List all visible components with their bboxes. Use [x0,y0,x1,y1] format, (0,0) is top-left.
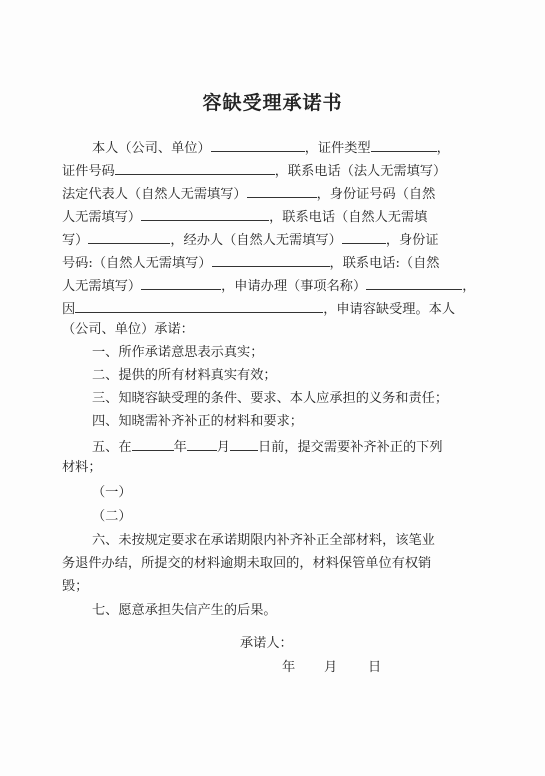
paragraph-line-3 [62,181,492,206]
text: ，证件类型 [304,141,371,156]
text: 写） [62,233,89,248]
signature-year: 年 [282,660,296,675]
commitment-item-2: 二、提供的所有材料真实有效； [92,368,277,383]
commitment-item-7: 七、愿意承担失信产生的后果。 [92,603,277,618]
text: 法定代表人（自然人无需填写） [62,187,247,202]
sub-item-1: （一） [92,485,132,500]
text: 号码:（自然人无需填写） [62,256,212,271]
text: 证件号码 [62,164,115,179]
month-field[interactable] [187,434,217,451]
commitment-item-6: 六、未按规定要求在承诺期限内补齐补正全部材料，该笔业 [92,533,435,548]
text: ，联系电话:（自然 [329,256,440,271]
paragraph-line-7 [62,273,492,298]
text: 五、在 [92,440,132,455]
text: 日前，提交需要补齐补正的下列 [257,440,443,455]
blank-field[interactable] [212,250,330,267]
text: 人无需填写） [62,279,142,294]
commitment-item-6-cont: 毁； [62,579,89,594]
text: ，联系电话（自然人无需填 [269,210,428,225]
text: ，身份证 [385,233,439,248]
text: ，经办人（自然人无需填写） [170,233,342,248]
text: 年 [173,440,187,455]
blank-field[interactable] [211,135,305,152]
text: 因 [62,302,76,317]
day-field[interactable] [230,434,258,451]
blank-field[interactable] [141,204,269,221]
paragraph-line-8 [62,296,492,321]
blank-field[interactable] [75,296,323,313]
signature-day: 日 [368,660,382,675]
text: ， [436,141,450,156]
commitment-item-4: 四、知晓需补齐补正的材料和要求； [92,414,303,429]
year-field[interactable] [132,434,174,451]
text: ，身份证号码（自然 [316,187,436,202]
paragraph-line-4 [62,204,492,229]
paragraph-line-5 [62,227,492,252]
text: ，申请容缺受理。本人 [323,302,456,317]
text: ，联系电话（法人无需填写） [274,164,447,179]
text: （公司、单位）承诺： [62,322,194,337]
text: 月 [216,440,230,455]
text: ，申请办理（事项名称） [221,279,367,294]
blank-field[interactable] [342,227,386,244]
paragraph-line-9 [62,319,492,341]
commitment-item-5 [92,434,522,459]
sub-item-2: （二） [92,509,132,524]
signature-month: 月 [324,660,338,675]
paragraph-line-2 [62,158,492,183]
blank-field[interactable] [115,158,275,175]
commitment-item-6-cont: 务退件办结，所提交的材料逾期未取回的，材料保管单位有权销 [62,556,432,571]
signature-label: 承诺人： [240,636,293,651]
text: ， [462,279,476,294]
paragraph-line-6 [62,250,492,275]
commitment-item-1: 一、所作承诺意思表示真实； [92,345,264,360]
text: 人无需填写） [62,210,142,225]
text: 本人（公司、单位） [92,141,211,156]
blank-field[interactable] [141,273,221,290]
commitment-item-3: 三、知晓容缺受理的条件、要求、本人应承担的义务和责任； [92,391,449,406]
paragraph-line-1 [92,135,522,160]
commitment-item-5-cont: 材料； [62,460,102,475]
blank-field[interactable] [371,135,437,152]
blank-field[interactable] [88,227,170,244]
document-title: 容缺受理承诺书 [202,92,343,114]
blank-field[interactable] [247,181,317,198]
blank-field[interactable] [366,273,462,290]
